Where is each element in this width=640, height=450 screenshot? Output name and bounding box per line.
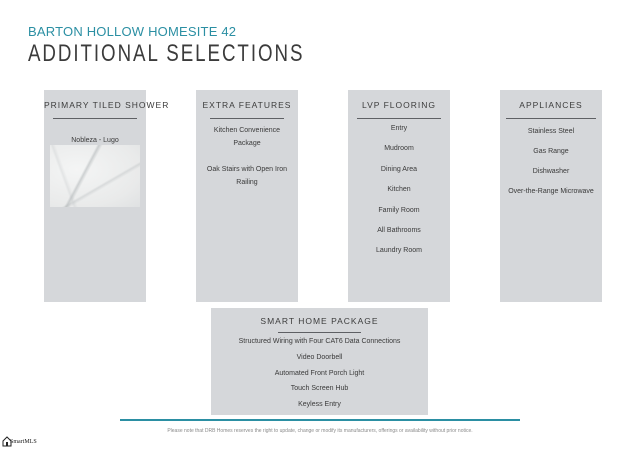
list-item: Keyless Entry [298, 401, 341, 408]
panel-extra-features [196, 90, 298, 302]
list-item: Kitchen Convenience [213, 127, 281, 134]
panel-heading: EXTRA FEATURES [202, 100, 292, 110]
list-item: Package [233, 140, 261, 147]
list-item: Structured Wiring with Four CAT6 Data Connections [238, 338, 401, 345]
list-item: Video Doorbell [296, 354, 343, 361]
heading-divider [210, 118, 284, 119]
logo-text: SmartMLS [10, 439, 37, 445]
heading-divider [278, 332, 361, 333]
panel-heading: APPLIANCES [519, 100, 583, 110]
panel-smart-home-package [211, 308, 428, 415]
panel-heading: SMART HOME PACKAGE [260, 316, 379, 326]
list-item: Mudroom [384, 145, 414, 152]
list-item: Dishwasher [532, 168, 570, 175]
list-item: Automated Front Porch Light [274, 370, 365, 377]
list-item: Oak Stairs with Open Iron [206, 166, 288, 173]
panel-heading: PRIMARY TILED SHOWER [44, 100, 170, 110]
heading-divider [53, 118, 137, 119]
disclaimer-text: Please note that DRB Homes reserves the right to update, change or modify its manufacturers, offerings or availability without prior notice. [167, 428, 473, 434]
list-item: Railing [236, 179, 258, 186]
panel-primary-tiled-shower [44, 90, 170, 302]
list-item: Touch Screen Hub [290, 385, 349, 392]
list-item: All Bathrooms [377, 227, 421, 234]
smartmls-logo [2, 433, 37, 449]
list-item: Nobleza - Lugo [71, 137, 119, 144]
list-item: Dining Area [380, 166, 418, 173]
heading-divider [357, 118, 441, 119]
list-item: Gas Range [533, 148, 569, 155]
list-item: Laundry Room [376, 247, 422, 254]
list-item: Entry [390, 125, 408, 132]
list-item: Stainless Steel [527, 128, 575, 135]
homesite-subtitle: BARTON HOLLOW HOMESITE 42 [28, 24, 237, 39]
list-item: Family Room [378, 207, 420, 214]
heading-divider [506, 118, 596, 119]
footer-divider [120, 419, 520, 421]
page-title: ADDITIONAL SELECTIONS [28, 40, 305, 67]
list-item: Over-the-Range Microwave [508, 188, 594, 195]
panel-heading: LVP FLOORING [361, 100, 437, 110]
panel-lvp-flooring [348, 90, 450, 302]
panel-appliances [500, 90, 602, 302]
marble-tile-swatch [50, 145, 140, 207]
list-item: Kitchen [387, 186, 411, 193]
